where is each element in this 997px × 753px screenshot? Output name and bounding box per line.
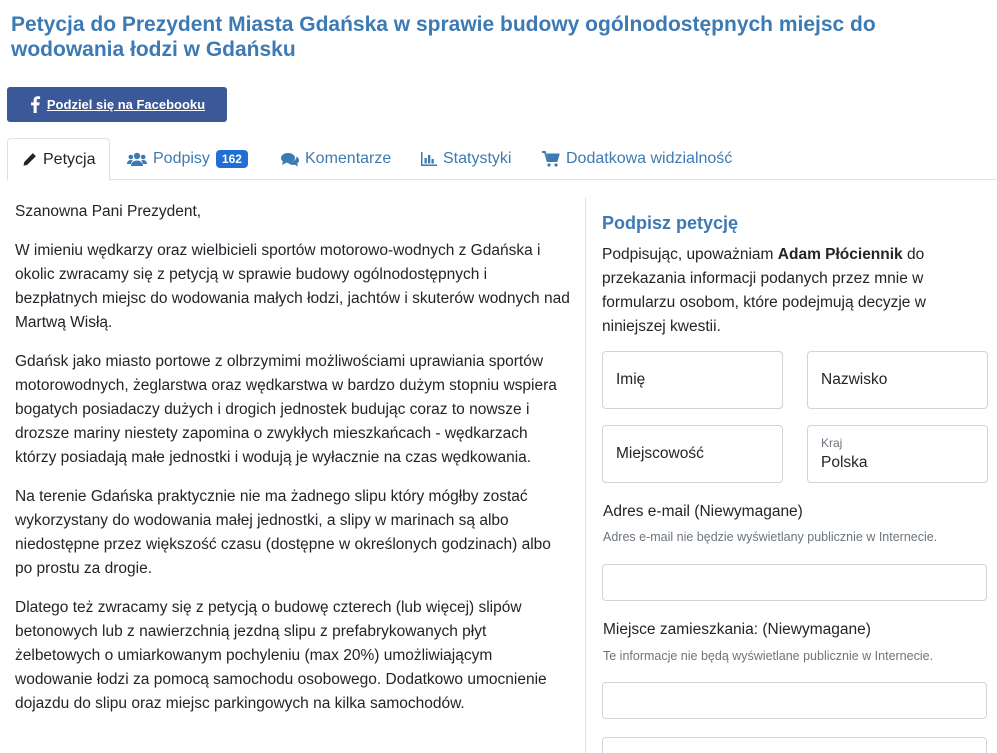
tab-petition-label: Petycja	[43, 150, 96, 168]
petition-greeting: Szanowna Pani Prezydent,	[15, 203, 202, 220]
tab-statistics-label: Statystyki	[443, 150, 512, 167]
sign-petition-panel	[602, 212, 988, 339]
residence-label: Miejsce zamieszkania: (Niewymagane)	[603, 621, 871, 638]
last-name-field[interactable]	[807, 351, 988, 409]
facebook-share-button[interactable]	[7, 87, 227, 122]
city-placeholder: Miejscowość	[616, 445, 704, 462]
users-icon	[127, 152, 147, 167]
email-label: Adres e-mail (Niewymagane)	[603, 503, 803, 520]
tab-comments-label: Komentarze	[305, 150, 392, 167]
column-divider	[585, 197, 586, 753]
facebook-icon	[29, 96, 41, 113]
page-title: Petycja do Prezydent Miasta Gdańska w sprawie budowy ogólnodostępnych miejsc do wodowania łodzi w Gdańsku	[11, 13, 876, 61]
tab-statistics[interactable]	[407, 138, 525, 180]
country-select[interactable]	[807, 425, 988, 483]
email-input[interactable]	[602, 564, 987, 601]
petition-paragraph: Na terenie Gdańska praktycznie nie ma żadnego slipu który mógłby zostać wykorzystany do wodowania małej jednostki, a slipy w marinach są albo niedostępne przez większość czasu (dostępne w określonych godzinach) albo po prostu za drogie.	[15, 488, 551, 577]
sign-desc-after: do przekazania informacji podanych przez mnie w formularzu osobom, które podejmują decyzje w niniejszej kwestii.	[602, 246, 926, 335]
country-value: Polska	[821, 454, 868, 471]
email-hint: Adres e-mail nie będzie wyświetlany publicznie w Internecie.	[603, 530, 938, 544]
tab-signatures-label: Podpisy	[153, 150, 210, 167]
comments-icon	[281, 152, 299, 167]
petition-tabs	[7, 138, 997, 180]
extra-field[interactable]	[602, 737, 987, 753]
petition-author: Adam Płóciennik	[777, 246, 903, 263]
sign-petition-description	[602, 243, 988, 339]
residence-input[interactable]	[602, 682, 987, 719]
first-name-field[interactable]	[602, 351, 783, 409]
tab-signatures[interactable]	[113, 138, 262, 180]
tab-extra-visibility[interactable]	[528, 138, 746, 180]
petition-paragraph: Gdańsk jako miasto portowe z olbrzymimi możliwościami uprawiania sportów motorowodnych, żeglarstwa oraz wędkarstwa w bardzo dużym stopniu wspiera bogatych posiadaczy dużych i drogich jednostek budując coraz to nowsze i drozsze mariny niestety zapomina o zwykłych mieszkańcach - wędkarzach którzy posiadają małe jednostki i wodują je wyłacznie na czas wędkowania.	[15, 353, 557, 466]
tab-extra-visibility-label: Dodatkowa widzialność	[566, 150, 733, 167]
bar-chart-icon	[421, 152, 437, 166]
petition-text	[15, 200, 570, 731]
first-name-placeholder: Imię	[616, 371, 646, 388]
signature-count-badge: 162	[216, 150, 248, 168]
tab-petition[interactable]	[7, 138, 110, 181]
last-name-placeholder: Nazwisko	[821, 371, 888, 388]
country-label: Kraj	[821, 436, 843, 450]
petition-paragraph: Dlatego też zwracamy się z petycją o budowę czterech (lub więcej) slipów betonowych lub z nawierzchnią jezdną slipu z prefabrykowanych płyt żelbetowych o umiarkowanym pochyleniu (max 20%) umożliwiającym wodowanie łodzi za pomocą samochodu osobowego. Dodatkowo umocnienie dojazdu do slipu oraz miejsc parkingowych na kilka samochodów.	[15, 599, 547, 712]
residence-hint: Te informacje nie będą wyświetlane publicznie w Internecie.	[603, 649, 934, 663]
cart-icon	[542, 151, 560, 167]
pencil-icon	[22, 152, 37, 167]
tab-comments[interactable]	[267, 138, 405, 180]
petition-paragraph: W imieniu wędkarzy oraz wielbicieli sportów motorowo-wodnych z Gdańska i okolic zwracamy się z petycją w sprawie budowy ogólnodostępnych i bezpłatnych miejsc do wodowania małych łodzi, jachtów i skuterów wodnych nad Martwą Wisłą.	[15, 242, 570, 331]
sign-petition-title: Podpisz petycję	[602, 213, 739, 233]
sign-desc-before: Podpisując, upoważniam	[602, 246, 778, 263]
city-field[interactable]	[602, 425, 783, 483]
facebook-share-label: Podziel się na Facebooku	[46, 97, 206, 112]
